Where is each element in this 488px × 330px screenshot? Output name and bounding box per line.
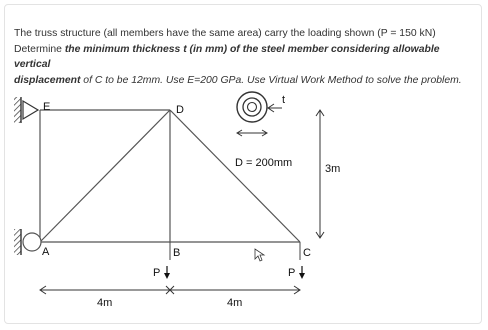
height-dimension xyxy=(316,110,324,238)
svg-text:P: P xyxy=(288,267,296,279)
span-dimension xyxy=(40,286,300,294)
node-label-c: C xyxy=(303,247,311,259)
svg-text:P: P xyxy=(153,267,161,279)
node-label-a: A xyxy=(42,246,50,258)
support-a xyxy=(14,229,41,255)
truss-members xyxy=(40,110,300,242)
problem-line-3: displacement of C to be 12mm. Use E=200 GPa. Use Virtual Work Method to solve the problem. xyxy=(14,74,462,86)
problem-line-1: The truss structure (all members have the same area) carry the loading shown (P = 150 kN) xyxy=(14,28,436,39)
span-left-label: 4m xyxy=(97,297,113,309)
span-right-label: 4m xyxy=(227,297,243,309)
member-dc xyxy=(170,110,300,242)
support-e xyxy=(14,97,38,123)
thickness-label: t xyxy=(282,94,286,106)
load-c xyxy=(288,266,305,279)
diameter-label: D = 200mm xyxy=(235,157,293,169)
member-ad xyxy=(40,110,170,242)
height-label: 3m xyxy=(325,163,341,175)
node-label-d: D xyxy=(176,104,184,116)
node-label-b: B xyxy=(173,247,181,259)
load-b xyxy=(153,266,170,279)
tube-section xyxy=(237,92,285,136)
node-label-e: E xyxy=(43,101,51,113)
mouse-cursor-icon xyxy=(255,249,264,261)
problem-line-2: Determine the minimum thickness t (in mm) of the steel member considering allowable vertical xyxy=(14,43,440,71)
